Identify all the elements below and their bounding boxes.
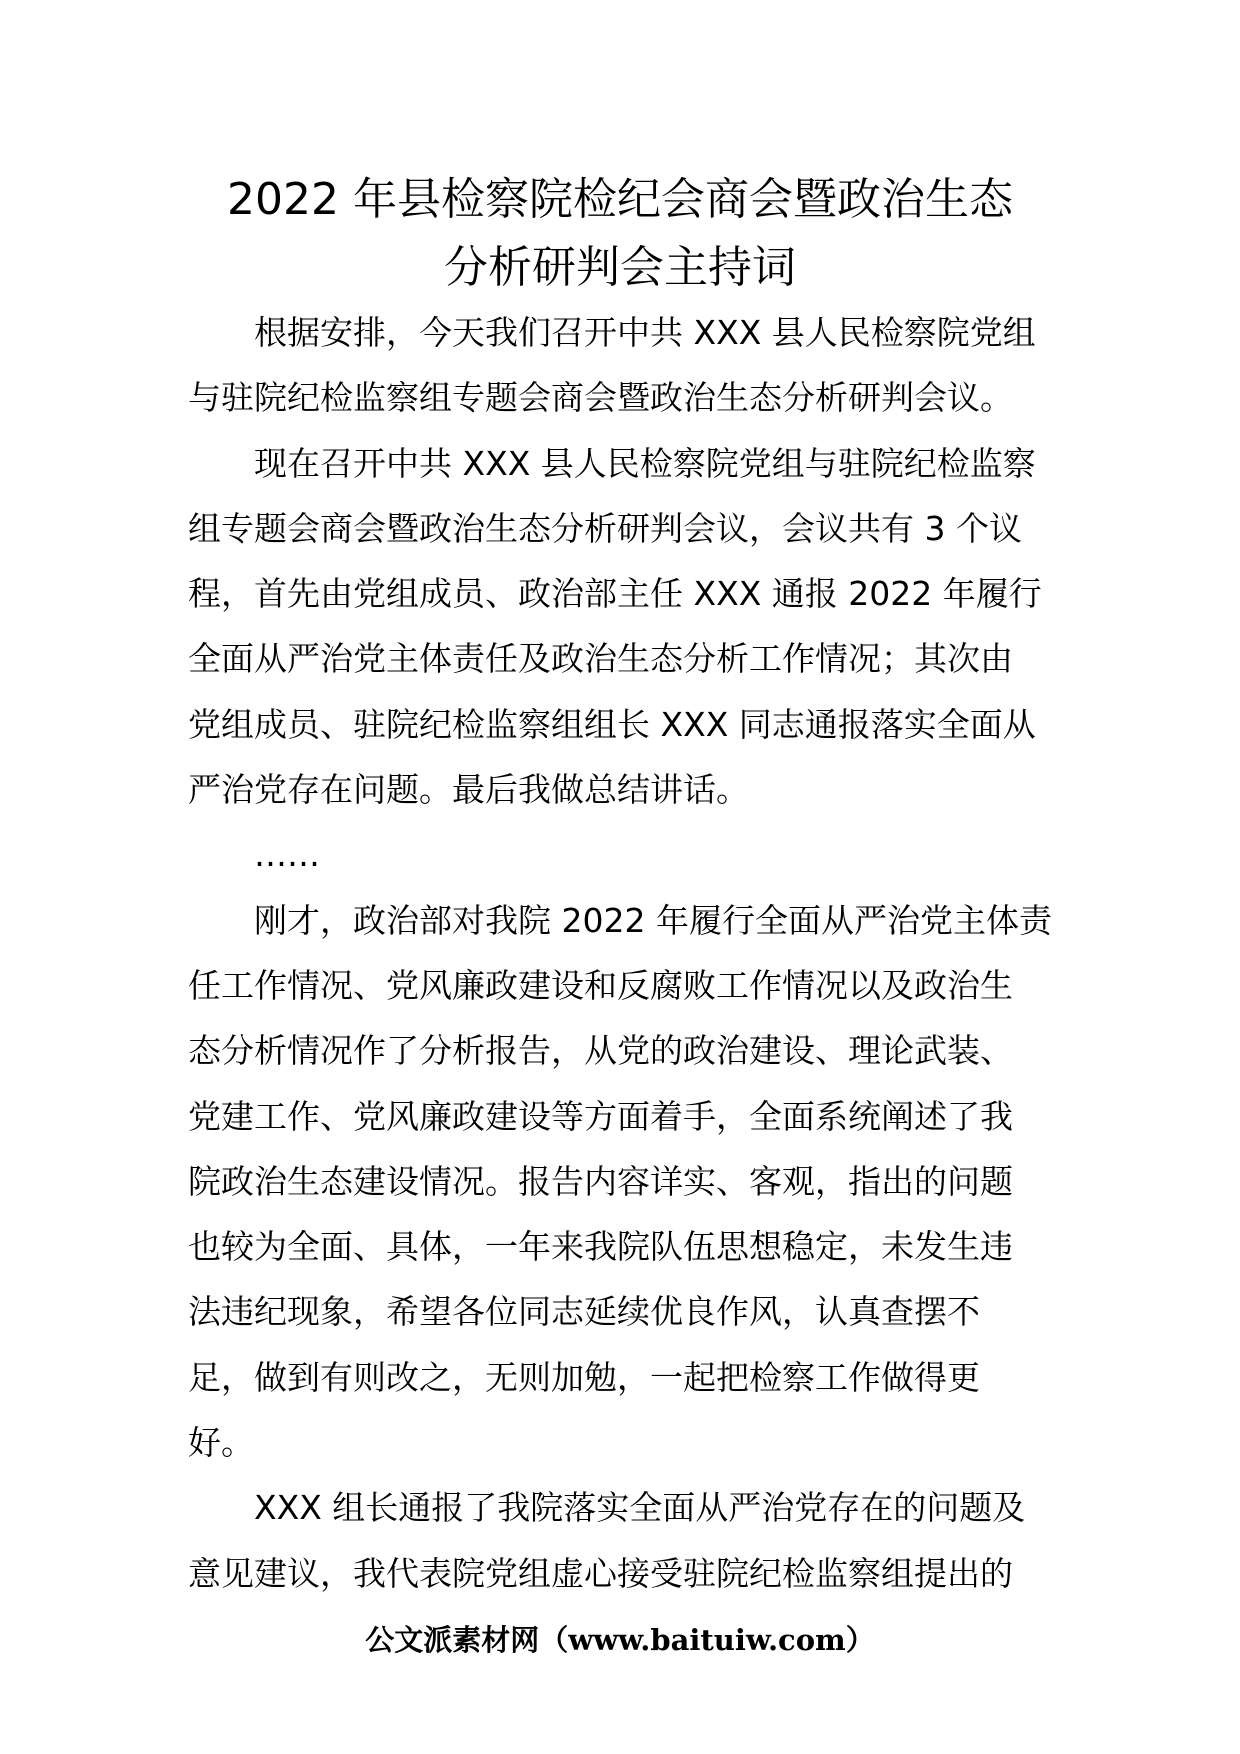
body-line: 根据安排，今天我们召开中共 XXX 县人民检察院党组 (254, 313, 1036, 352)
body-line: 全面从严治党主体责任及政治生态分析工作情况；其次由 (188, 639, 1013, 679)
body-line: 意见建议，我代表院党组虚心接受驻院纪检监察组提出的 (188, 1553, 1013, 1593)
body-line: 现在召开中共 XXX 县人民检察院党组与驻院纪检监察 (254, 443, 1036, 483)
body-line: 法违纪现象，希望各位同志延续优良作风，认真查摆不 (188, 1292, 980, 1332)
body-line: 院政治生态建设情况。报告内容详实、客观，指出的问题 (188, 1161, 1013, 1201)
body-line: 严治党存在问题。最后我做总结讲话。 (188, 770, 749, 810)
body-line: 与驻院纪检监察组专题会商会暨政治生态分析研判会议。 (188, 378, 1013, 418)
body-line: 态分析情况作了分析报告，从党的政治建设、理论武装、 (188, 1031, 1013, 1071)
body-line: 党建工作、党风廉政建设等方面着手，全面系统阐述了我 (188, 1096, 1013, 1136)
body-line: 程，首先由党组成员、政治部主任 XXX 通报 2022 年履行 (188, 574, 1042, 614)
body-line: 足，做到有则改之，无则加勉，一起把检察工作做得更 (188, 1357, 980, 1397)
body-line: 任工作情况、党风廉政建设和反腐败工作情况以及政治生 (188, 965, 1013, 1005)
body-line: 好。 (188, 1423, 254, 1463)
body-line: XXX 组长通报了我院落实全面从严治党存在的问题及 (254, 1488, 1026, 1528)
body-line: …… (254, 835, 320, 875)
document-title-line-2: 分析研判会主持词 (444, 242, 796, 293)
document-body (188, 300, 1068, 1606)
document-title-line-1: 2022 年县检察院检纪会商会暨政治生态 (227, 174, 1013, 225)
footer-source: 公文派素材网（www.baituiw.com） (365, 1623, 875, 1657)
body-line: 组专题会商会暨政治生态分析研判会议，会议共有 3 个议 (188, 508, 1022, 548)
body-line: 党组成员、驻院纪检监察组组长 XXX 同志通报落实全面从 (188, 704, 1036, 744)
body-line: 刚才，政治部对我院 2022 年履行全面从严治党主体责 (254, 900, 1052, 940)
body-line: 也较为全面、具体，一年来我院队伍思想稳定，未发生违 (188, 1227, 1013, 1267)
